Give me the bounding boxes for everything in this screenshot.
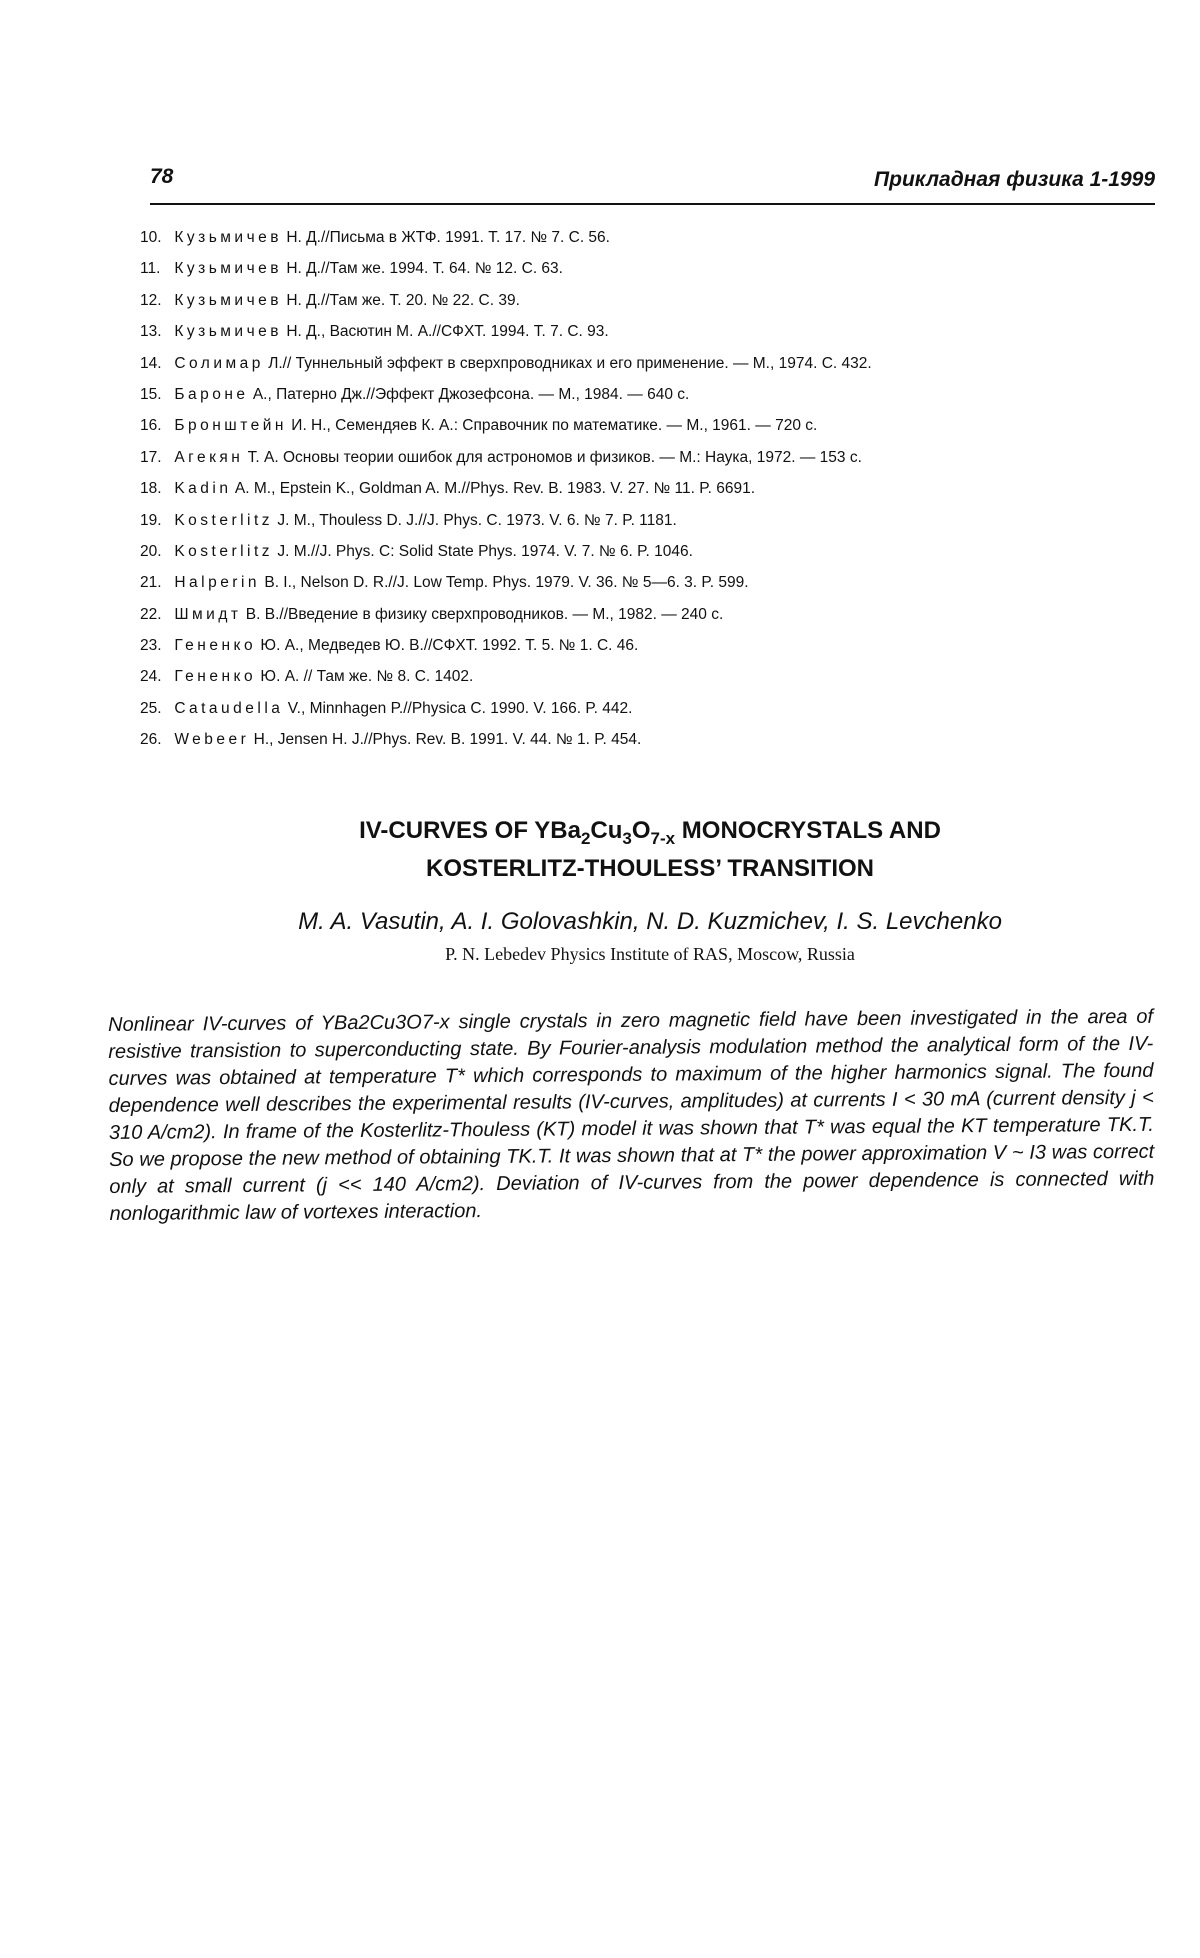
reference-number: 11.	[140, 260, 161, 278]
reference-author: Гененко	[174, 668, 257, 686]
reference-text: H., Jensen H. J.//Phys. Rev. B. 1991. V. 44. № 1. P. 454.	[253, 731, 642, 749]
reference-number: 18.	[140, 480, 162, 498]
reference-item	[140, 379, 1160, 410]
reference-author: Kosterlitz	[174, 511, 274, 529]
reference-number: 20.	[140, 542, 162, 560]
reference-number: 22.	[140, 605, 162, 623]
journal-title: Прикладная физика 1-1999	[874, 168, 1155, 191]
reference-text: B. I., Nelson D. R.//J. Low Temp. Phys. 1979. V. 36. № 5—6. 3. P. 599.	[264, 574, 749, 592]
reference-item	[140, 567, 1160, 598]
reference-number: 10.	[140, 229, 162, 246]
reference-item	[140, 316, 1160, 347]
reference-author: Бронштейн	[174, 417, 287, 435]
reference-number: 21.	[140, 574, 162, 592]
reference-number: 16.	[140, 417, 162, 435]
article-authors: M. A. Vasutin, A. I. Golovashkin, N. D. Kuzmichev, I. S. Levchenko	[298, 908, 1002, 935]
reference-number: 26.	[140, 731, 162, 749]
reference-number: 12.	[140, 291, 162, 309]
reference-text: В. В.//Введение в физику сверхпроводников. — М., 1982. — 240 с.	[245, 605, 724, 623]
reference-author: Cataudella	[174, 699, 284, 717]
reference-item	[140, 410, 1160, 441]
reference-author: Гененко	[174, 637, 257, 655]
reference-author: Kadin	[174, 480, 232, 498]
reference-author: Шмидт	[174, 605, 242, 623]
reference-item	[140, 222, 1160, 253]
reference-text: И. Н., Семендяев К. А.: Справочник по математике. — М., 1961. — 720 с.	[291, 417, 818, 435]
abstract-text: Nonlinear IV-curves of YBa2Cu3O7-x single crystals in zero magnetic field have been investigated in the area of resistive transistion to superconducting state. By Fourier-analysis modulation method the analytical form of the IV-curves was obtained at temperature T* which corresponds to maximum of the higher harmonics signal. The found dependence well describes the experimental results (IV-curves, amplitudes) at currents I < 30 mA (current density j < 310 A/cm2). In frame of the Kosterlitz-Thouless (KT) model it was shown that T* was equal the KT temperature TK.T. So we propose the new method of obtaining TK.T. It was shown that at T* the power approximation V ~ I3 was correct only at small current (j << 140 A/cm2). Deviation of IV-curves from the power dependence is connected with nonlogarithmic law of vortexes interaction.	[108, 1005, 1155, 1225]
article-abstract	[108, 1004, 1155, 1228]
reference-text: A. M., Epstein K., Goldman A. M.//Phys. Rev. B. 1983. V. 27. № 11. P. 6691.	[234, 480, 755, 498]
reference-text: Н. Д.//Там же. Т. 20. № 22. С. 39.	[286, 291, 520, 309]
reference-text: А., Патерно Дж.//Эффект Джозефсона. — М., 1984. — 640 с.	[252, 385, 690, 403]
reference-item	[140, 724, 1160, 755]
reference-number: 17.	[140, 448, 162, 466]
reference-item	[140, 473, 1160, 504]
reference-number: 14.	[140, 354, 162, 372]
article-affiliation: P. N. Lebedev Physics Institute of RAS, Moscow, Russia	[445, 944, 855, 964]
reference-text: Ю. А., Медведев Ю. В.//СФХТ. 1992. Т. 5. № 1. С. 46.	[260, 637, 639, 655]
reference-number: 13.	[140, 323, 162, 341]
reference-text: J. M., Thouless D. J.//J. Phys. C. 1973. V. 6. № 7. P. 1181.	[277, 511, 677, 529]
reference-author: Halperin	[174, 574, 261, 592]
reference-author: Kosterlitz	[174, 542, 274, 560]
reference-item	[140, 661, 1160, 692]
article-title	[150, 812, 1150, 888]
reference-item	[140, 599, 1160, 630]
reference-author: Webeer	[174, 731, 250, 749]
reference-list	[140, 222, 1160, 756]
reference-number: 19.	[140, 511, 162, 529]
reference-text: Н. Д.//Письма в ЖТФ. 1991. Т. 17. № 7. С. 56.	[286, 229, 610, 246]
reference-author: Кузьмичев	[174, 323, 283, 341]
reference-author: Кузьмичев	[174, 260, 283, 278]
reference-item	[140, 253, 1160, 284]
reference-text: Н. Д., Васютин М. А.//СФХТ. 1994. Т. 7. С. 93.	[286, 323, 609, 341]
reference-item	[140, 442, 1160, 473]
reference-number: 15.	[140, 385, 162, 403]
reference-text: Ю. А. // Там же. № 8. С. 1402.	[260, 668, 474, 686]
reference-item	[140, 693, 1160, 724]
reference-number: 25.	[140, 699, 162, 717]
article-title-line1: IV-CURVES OF $YBa_2Cu_3O_{7-x}$ MONOCRYSTALS AND	[359, 817, 941, 848]
reference-text: J. M.//J. Phys. C: Solid State Phys. 1974. V. 7. № 6. P. 1046.	[277, 542, 693, 560]
reference-item	[140, 630, 1160, 661]
reference-number: 23.	[140, 637, 162, 655]
reference-author: Агекян	[174, 448, 244, 466]
reference-text: Н. Д.//Там же. 1994. Т. 64. № 12. С. 63.	[286, 260, 563, 278]
page-header	[150, 163, 1155, 205]
reference-item	[140, 348, 1160, 379]
reference-author: Кузьмичев	[174, 291, 283, 309]
reference-author: Бароне	[174, 385, 249, 403]
reference-item	[140, 285, 1160, 316]
reference-text: V., Minnhagen P.//Physica C. 1990. V. 166. P. 442.	[287, 699, 633, 717]
reference-author: Кузьмичев	[174, 229, 283, 246]
page-number: 78	[150, 165, 174, 188]
article-title-line2: KOSTERLITZ-THOULESS’ TRANSITION	[426, 855, 874, 882]
reference-item	[140, 505, 1160, 536]
reference-text: Т. А. Основы теории ошибок для астрономов и физиков. — М.: Наука, 1972. — 153 с.	[247, 448, 862, 466]
reference-number: 24.	[140, 668, 162, 686]
reference-text: Л.// Туннельный эффект в сверхпроводниках и его применение. — М., 1974. С. 432.	[268, 354, 872, 372]
reference-author: Солимар	[174, 354, 264, 372]
reference-item	[140, 536, 1160, 567]
